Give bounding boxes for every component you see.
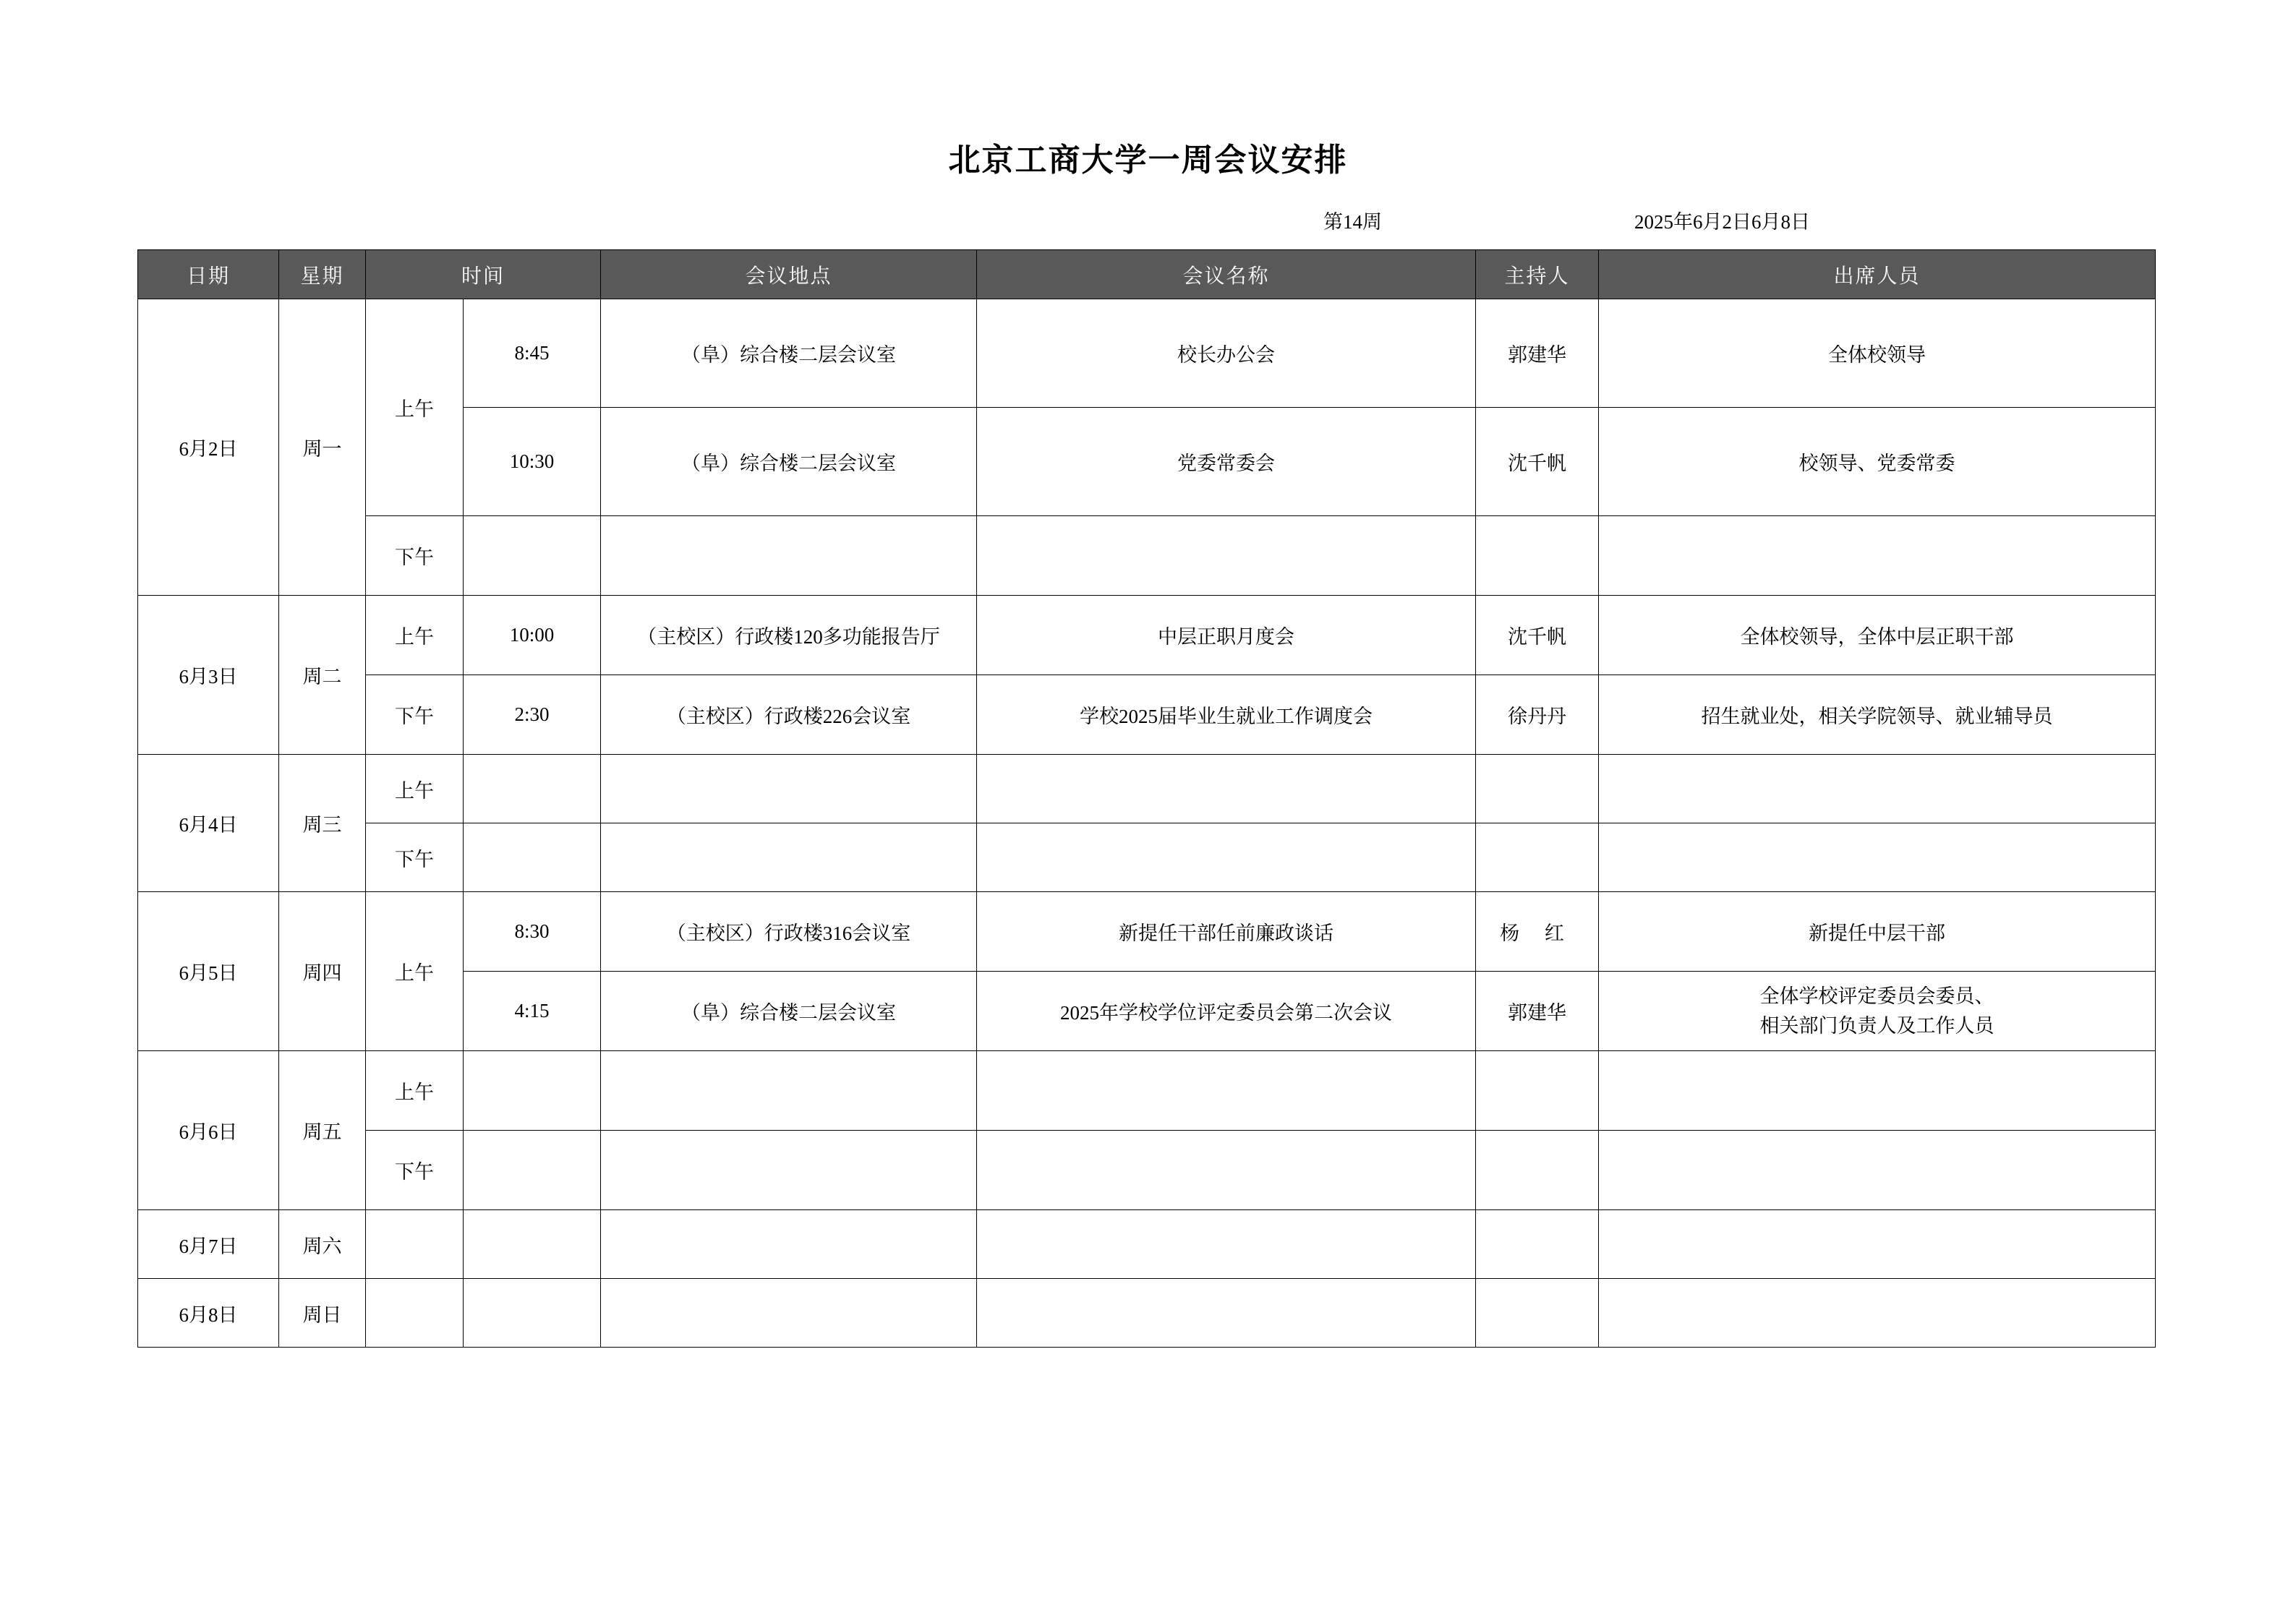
cell-meeting-name: [977, 1051, 1476, 1131]
date-range: 2025年6月2日6月8日: [1634, 211, 1810, 233]
cell-time: [464, 516, 601, 596]
cell-time: [464, 1051, 601, 1131]
cell-ampm: 上午: [366, 1051, 464, 1131]
table-row: [138, 755, 2156, 823]
cell-day: 周六: [279, 1210, 366, 1279]
table-row: [138, 596, 2156, 675]
meta-row: [137, 206, 2155, 235]
cell-ampm: 下午: [366, 675, 464, 755]
cell-ampm: 下午: [366, 1131, 464, 1210]
cell-meeting-name: 新提任干部任前廉政谈话: [977, 892, 1476, 972]
cell-place: [601, 1279, 977, 1348]
cell-place: [601, 1131, 977, 1210]
cell-attendees: 招生就业处，相关学院领导、就业辅导员: [1599, 675, 2156, 755]
table-row: [138, 675, 2156, 755]
cell-date: 6月8日: [138, 1279, 279, 1348]
cell-meeting-name: [977, 823, 1476, 892]
cell-host: 郭建华: [1476, 972, 1599, 1051]
cell-attendees: [1599, 516, 2156, 596]
header-meeting-name: 会议名称: [977, 250, 1476, 299]
cell-host: 沈千帆: [1476, 408, 1599, 516]
cell-day: 周二: [279, 596, 366, 755]
cell-attendees: [1599, 972, 2156, 1051]
table-row: [138, 1279, 2156, 1348]
cell-host: 徐丹丹: [1476, 675, 1599, 755]
cell-attendees: 校领导、党委常委: [1599, 408, 2156, 516]
cell-ampm: 上午: [366, 755, 464, 823]
table-row: [138, 1051, 2156, 1131]
cell-ampm: 上午: [366, 299, 464, 516]
cell-attendees: [1599, 755, 2156, 823]
cell-place: [601, 755, 977, 823]
cell-time: 10:00: [464, 596, 601, 675]
header-place: 会议地点: [601, 250, 977, 299]
cell-attendees: [1599, 1051, 2156, 1131]
cell-attendees: [1599, 1279, 2156, 1348]
cell-attendees: 新提任中层干部: [1599, 892, 2156, 972]
cell-place: （阜）综合楼二层会议室: [601, 972, 977, 1051]
cell-time: [464, 1210, 601, 1279]
cell-time: 2:30: [464, 675, 601, 755]
cell-time: 8:30: [464, 892, 601, 972]
cell-host: [1476, 1279, 1599, 1348]
cell-time: [464, 1279, 601, 1348]
header-date: 日期: [138, 250, 279, 299]
cell-time: [464, 823, 601, 892]
cell-host: [1476, 823, 1599, 892]
cell-date: 6月6日: [138, 1051, 279, 1210]
cell-host: [1476, 1210, 1599, 1279]
cell-place: [601, 516, 977, 596]
cell-meeting-name: 2025年学校学位评定委员会第二次会议: [977, 972, 1476, 1051]
cell-ampm: 下午: [366, 516, 464, 596]
cell-meeting-name: [977, 1131, 1476, 1210]
table-row: [138, 1210, 2156, 1279]
cell-ampm: 上午: [366, 892, 464, 1051]
header-day: 星期: [279, 250, 366, 299]
cell-day: 周日: [279, 1279, 366, 1348]
cell-host: 沈千帆: [1476, 596, 1599, 675]
cell-host: [1476, 1051, 1599, 1131]
week-number: 第14周: [1323, 211, 1382, 233]
cell-place: （主校区）行政楼120多功能报告厅: [601, 596, 977, 675]
cell-meeting-name: [977, 1279, 1476, 1348]
cell-day: 周一: [279, 299, 366, 596]
cell-time: 8:45: [464, 299, 601, 408]
cell-time: [464, 755, 601, 823]
cell-date: 6月5日: [138, 892, 279, 1051]
table-row: [138, 892, 2156, 972]
cell-place: [601, 1051, 977, 1131]
cell-meeting-name: 党委常委会: [977, 408, 1476, 516]
cell-date: 6月3日: [138, 596, 279, 755]
schedule-table: [137, 249, 2156, 1348]
cell-time: 10:30: [464, 408, 601, 516]
table-row: [138, 299, 2156, 408]
header-time: 时间: [366, 250, 601, 299]
cell-place: （阜）综合楼二层会议室: [601, 299, 977, 408]
cell-attendees: 全体校领导，全体中层正职干部: [1599, 596, 2156, 675]
cell-date: 6月7日: [138, 1210, 279, 1279]
page-title: 北京工商大学一周会议安排: [948, 142, 1348, 178]
cell-meeting-name: [977, 755, 1476, 823]
cell-meeting-name: 学校2025届毕业生就业工作调度会: [977, 675, 1476, 755]
cell-ampm: 上午: [366, 596, 464, 675]
table-row: [138, 1131, 2156, 1210]
cell-host: [1476, 755, 1599, 823]
cell-host: 杨 红: [1476, 892, 1599, 972]
cell-meeting-name: [977, 1210, 1476, 1279]
cell-attendees: [1599, 1210, 2156, 1279]
cell-day: 周三: [279, 755, 366, 892]
cell-time: [464, 1131, 601, 1210]
table-header-row: [138, 250, 2156, 299]
cell-attendees-line1: 全体学校评定委员会委员、: [1759, 985, 1994, 1007]
cell-place: [601, 1210, 977, 1279]
cell-host: 郭建华: [1476, 299, 1599, 408]
cell-ampm: [366, 1279, 464, 1348]
cell-place: （阜）综合楼二层会议室: [601, 408, 977, 516]
cell-date: 6月4日: [138, 755, 279, 892]
table-row: [138, 516, 2156, 596]
cell-attendees: [1599, 1131, 2156, 1210]
cell-place: （主校区）行政楼226会议室: [601, 675, 977, 755]
cell-meeting-name: 校长办公会: [977, 299, 1476, 408]
cell-time: 4:15: [464, 972, 601, 1051]
cell-place: [601, 823, 977, 892]
cell-place: （主校区）行政楼316会议室: [601, 892, 977, 972]
cell-ampm: [366, 1210, 464, 1279]
cell-meeting-name: 中层正职月度会: [977, 596, 1476, 675]
cell-ampm: 下午: [366, 823, 464, 892]
cell-attendees: 全体校领导: [1599, 299, 2156, 408]
header-attendees: 出席人员: [1599, 250, 2156, 299]
cell-day: 周四: [279, 892, 366, 1051]
cell-date: 6月2日: [138, 299, 279, 596]
cell-meeting-name: [977, 516, 1476, 596]
table-row: [138, 823, 2156, 892]
cell-day: 周五: [279, 1051, 366, 1210]
cell-host: [1476, 516, 1599, 596]
cell-attendees: [1599, 823, 2156, 892]
cell-host: [1476, 1131, 1599, 1210]
cell-attendees-line2: 相关部门负责人及工作人员: [1759, 1014, 1994, 1037]
header-host: 主持人: [1476, 250, 1599, 299]
